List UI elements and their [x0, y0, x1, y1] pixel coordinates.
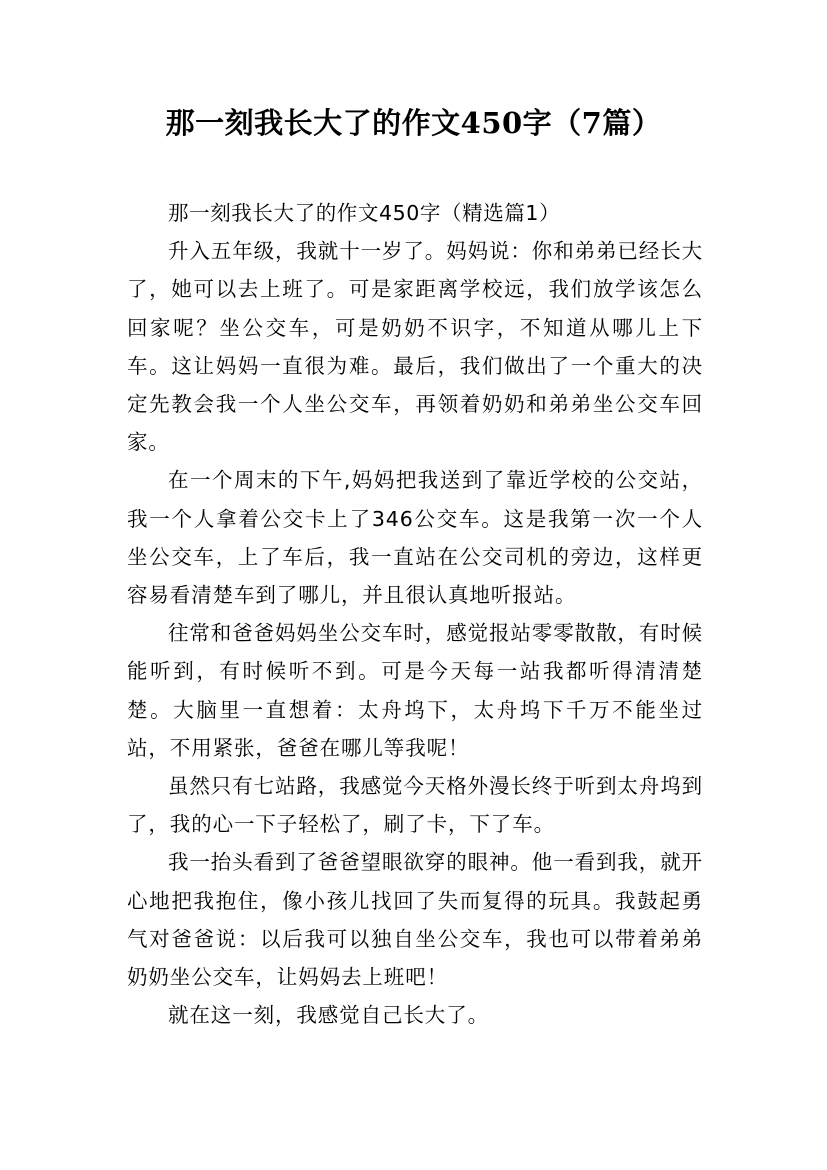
- paragraph: 我一抬头看到了爸爸望眼欲穿的眼神。他一看到我，就开心地把我抱住，像小孩儿找回了失而复得的玩具。我鼓起勇气对爸爸说：以后我可以独自坐公交车，我也可以带着弟弟奶奶坐公交车，让妈妈去上班吧！: [127, 850, 703, 990]
- paragraph: 升入五年级，我就十一岁了。妈妈说：你和弟弟已经长大了，她可以去上班了。可是家距离学校远，我们放学该怎么回家呢？坐公交车，可是奶奶不识字，不知道从哪儿上下车。这让妈妈一直很为难。最后，我们做出了一个重大的决定先教会我一个人坐公交车，再领着奶奶和弟弟坐公交车回家。: [127, 239, 703, 455]
- article-body: [127, 194, 703, 1034]
- article-subtitle: 那一刻我长大了的作文450字（精选篇1）: [168, 201, 561, 225]
- paragraph: 往常和爸爸妈妈坐公交车时，感觉报站零零散散，有时候能听到，有时候听不到。可是今天每一站我都听得清清楚楚。大脑里一直想着：太舟坞下，太舟坞下千万不能坐过站，不用紧张，爸爸在哪儿等我呢！: [127, 621, 703, 760]
- paragraph: 就在这一刻，我感觉自己长大了。: [168, 1003, 489, 1028]
- paragraph: 在一个周末的下午,妈妈把我送到了靠近学校的公交站，我一个人拿着公交卡上了346公交车。这是我第一次一个人坐公交车，上了车后，我一直站在公交司机的旁边，这样更容易看清楚车到了哪儿，并且很认真地听报站。: [127, 468, 703, 608]
- document-title: 那一刻我长大了的作文450字（7篇）: [165, 106, 662, 140]
- paragraph: 虽然只有七站路，我感觉今天格外漫长终于听到太舟坞到了，我的心一下子轻松了，刷了卡，下了车。: [127, 774, 703, 837]
